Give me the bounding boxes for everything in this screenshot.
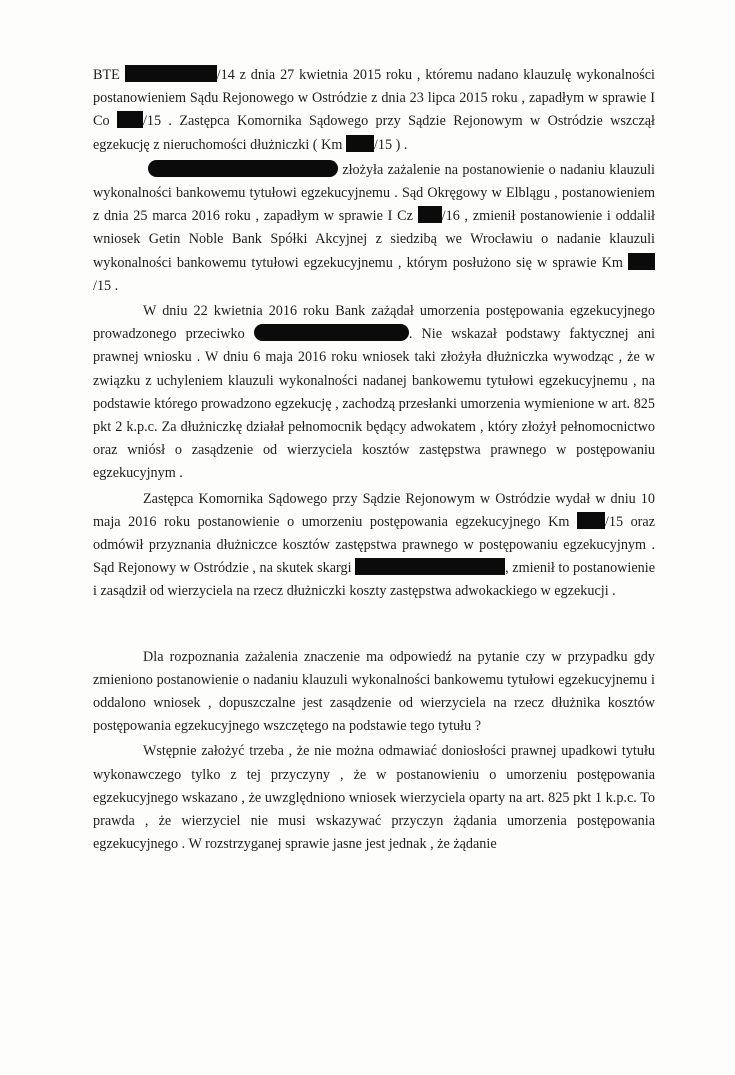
document-body — [93, 64, 655, 857]
paragraph-2: złożyła zażalenie na postanowienie o nadaniu klauzuli wykonalności bankowemu tytułowi egzekucyjnemu . Sąd Okręgowy w Elblągu , postanowieniem z dnia 25 marca 2016 roku , zapadłym w sprawie I Cz /16 , zmienił postanowienie i oddalił wniosek Getin Noble Bank Spółki Akcyjnej z siedzibą we Wrocławiu o nadanie klauzuli wykonalności bankowemu tytułowi egzekucyjnemu , którym posłużono się w sprawie Km /15 . — [93, 161, 655, 294]
paragraph-3: W dniu 22 kwietnia 2016 roku Bank zażądał umorzenia postępowania egzekucyjnego prowadzonego przeciwko . Nie wskazał podstawy faktycznej ani prawnej wniosku . W dniu 6 maja 2016 roku wniosek taki złożyła dłużniczka wywodząc , że w związku z uchyleniem klauzuli wykonalności nadanej bankowemu tytułowi egzekucyjnemu , na podstawie którego prowadzono egzekucję , zachodzą przesłanki umorzenia wymienione w art. 825 pkt 2 k.p.c. Za dłużniczkę działał pełnomocnik będący adwokatem , który złożył pełnomocnictwo oraz wniósł o zasądzenie od wierzyciela kosztów zastępstwa prawnego w postępowaniu egzekucyjnym . — [93, 303, 655, 482]
redaction-bar — [254, 324, 409, 341]
redaction-bar — [117, 111, 143, 128]
redaction-bar — [125, 65, 217, 82]
redaction-bar — [346, 135, 374, 152]
paragraph-6: Wstępnie założyć trzeba , że nie można odmawiać doniosłości prawnej upadkowi tytułu wykonawczego tylko z tej przyczyny , że w postanowieniu o umorzeniu postępowania egzekucyjnego wskazano , że uwzględniono wniosek wierzyciela oparty na art. 825 pkt 1 k.p.c. To prawda , że wierzyciel nie musi wskazywać przyczyn żądania umorzenia postępowania egzekucyjnego . W rozstrzyganej sprawie jasne jest jednak , że żądanie — [93, 743, 655, 853]
redaction-bar — [418, 206, 442, 223]
redaction-bar — [577, 512, 605, 529]
redaction-bar — [148, 160, 338, 177]
redaction-bar — [628, 253, 655, 270]
paragraph-5: Dla rozpoznania zażalenia znaczenie ma odpowiedź na pytanie czy w przypadku gdy zmieniono postanowienie o nadaniu klauzuli wykonalności bankowemu tytułowi egzekucyjnemu i oddalono wniosek , dopuszczalne jest zasądzenie od wierzyciela na rzecz dłużnika kosztów postępowania egzekucyjnego wszczętego na podstawie tego tytułu ? — [93, 648, 655, 735]
paragraph-4: Zastępca Komornika Sądowego przy Sądzie Rejonowym w Ostródzie wydał w dniu 10 maja 2016 roku postanowienie o umorzeniu postępowania egzekucyjnego Km /15 oraz odmówił przyznania dłużniczce kosztów zastępstwa prawnego w postępowaniu egzekucyjnym . Sąd Rejonowy w Ostródzie , na skutek skargi , zmienił to postanowienie i zasądził od wierzyciela na rzecz dłużniczki koszty zastępstwa adwokackiego w egzekucji . — [93, 490, 656, 600]
redaction-bar — [355, 558, 505, 575]
paragraph-1: BTE /14 z dnia 27 kwietnia 2015 roku , któremu nadano klauzulę wykonalności postanowieniem Sądu Rejonowego w Ostródzie z dnia 23 lipca 2015 roku , zapadłym w sprawie I Co /15 . Zastępca Komornika Sądowego przy Sądzie Rejonowym w Ostródzie wszczął egzekucję z nieruchomości dłużniczki ( Km /15 ) . — [93, 67, 655, 153]
